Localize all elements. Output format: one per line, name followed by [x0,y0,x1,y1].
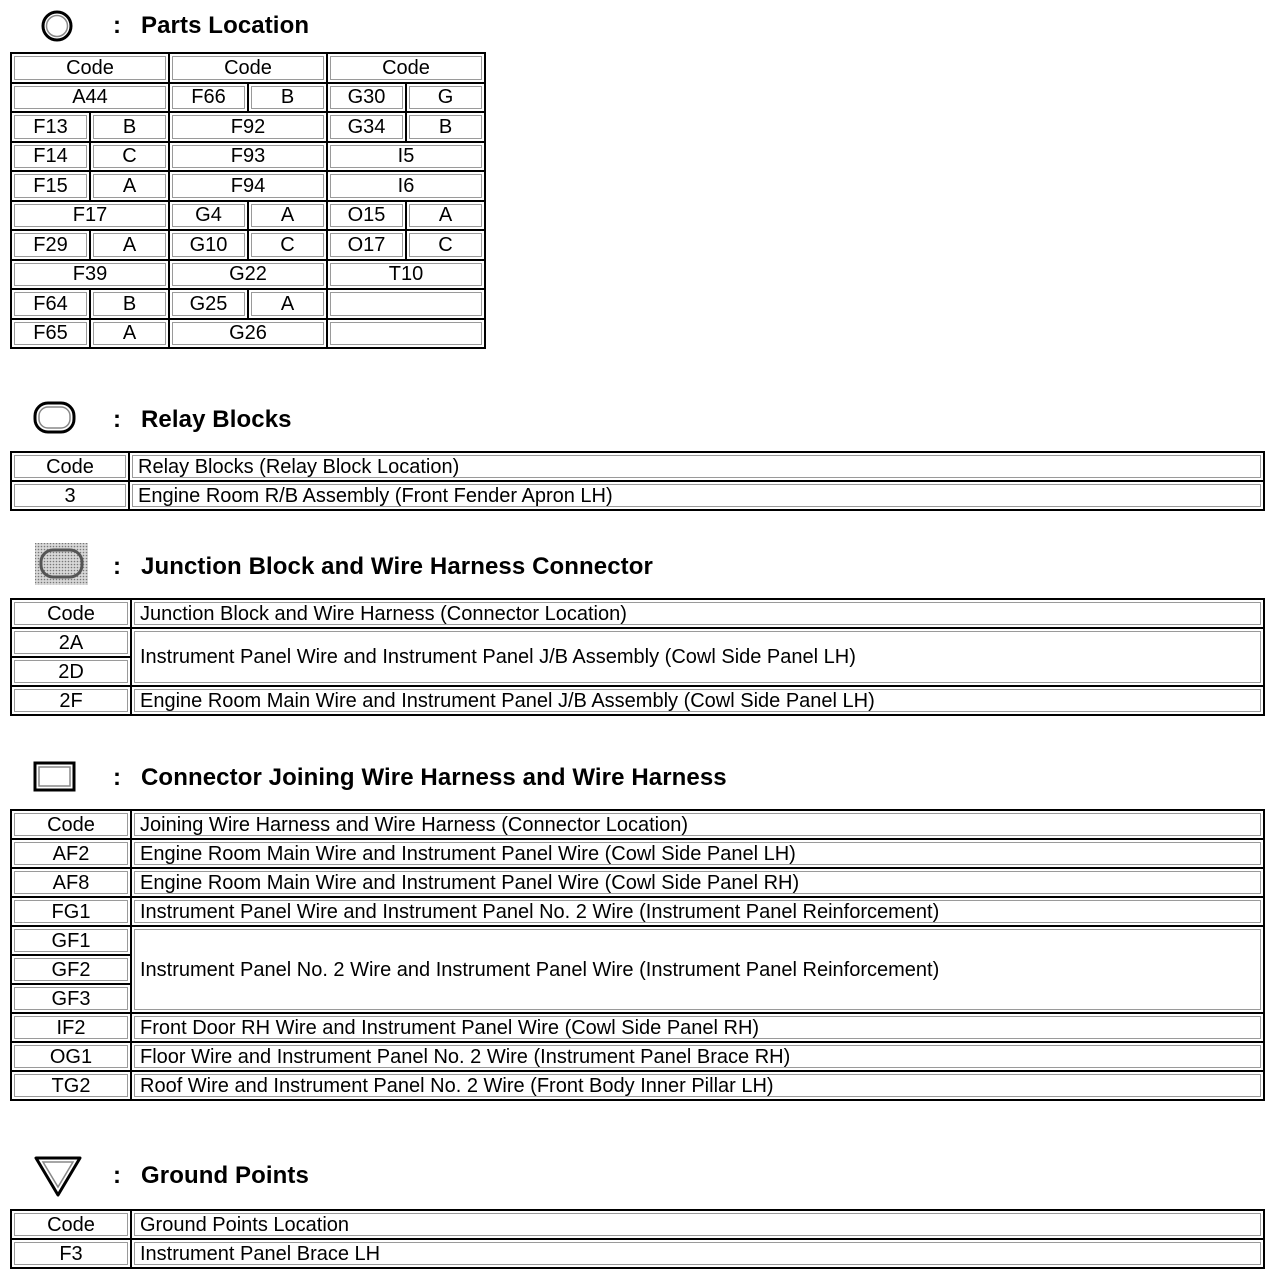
connector-description: Floor Wire and Instrument Panel No. 2 Wire (Instrument Panel Brace RH) [131,1042,1264,1071]
part-code: O17 [327,230,406,260]
table-row [11,230,485,260]
connector-code: GF1 [11,926,131,955]
part-location: B [90,289,169,319]
junction-description: Instrument Panel Wire and Instrument Panel J/B Assembly (Cowl Side Panel LH) [131,628,1264,686]
table-row [11,1042,1264,1071]
table-row [11,112,485,142]
connector-code: FG1 [11,897,131,926]
table-row [11,260,485,290]
empty-cell [327,289,485,319]
junction-description: Engine Room Main Wire and Instrument Panel J/B Assembly (Cowl Side Panel LH) [131,686,1264,715]
table-row [11,839,1264,868]
connector-code: AF8 [11,868,131,897]
part-code: I5 [327,142,485,172]
header-description: Ground Points Location [131,1210,1264,1239]
part-location: B [90,112,169,142]
connector-description: Roof Wire and Instrument Panel No. 2 Wire (Front Body Inner Pillar LH) [131,1071,1264,1100]
part-location: A [248,289,327,319]
connector-description: Instrument Panel Wire and Instrument Panel No. 2 Wire (Instrument Panel Reinforcement) [131,897,1264,926]
part-code: G25 [169,289,248,319]
junction-block-heading [0,546,1280,582]
header-code: Code [11,599,131,628]
table-row [11,1239,1264,1268]
table-header-row [11,53,485,83]
table-row [11,83,485,113]
relay-description: Engine Room R/B Assembly (Front Fender Apron LH) [129,481,1264,510]
connector-description: Front Door RH Wire and Instrument Panel Wire (Cowl Side Panel RH) [131,1013,1264,1042]
table-row [11,481,1264,510]
part-code: F14 [11,142,90,172]
heading-colon: : [113,553,121,580]
header-code: Code [11,810,131,839]
table-row [11,926,1264,955]
table-header-row [11,599,1264,628]
table-row [11,868,1264,897]
connector-description: Engine Room Main Wire and Instrument Panel Wire (Cowl Side Panel LH) [131,839,1264,868]
part-code: F93 [169,142,327,172]
connector-description: Instrument Panel No. 2 Wire and Instrument Panel Wire (Instrument Panel Reinforcement) [131,926,1264,1013]
table-row [11,201,485,231]
ground-points-table [10,1209,1265,1269]
part-location: B [248,83,327,113]
table-row [11,1071,1264,1100]
part-code: G30 [327,83,406,113]
table-header-row [11,1210,1264,1239]
header-code: Code [11,53,169,83]
header-code: Code [169,53,327,83]
relay-blocks-heading [0,400,1280,436]
connector-code: TG2 [11,1071,131,1100]
part-code: G4 [169,201,248,231]
part-location: A [90,319,169,349]
heading-colon: : [113,406,121,433]
triangle-icon [32,1155,84,1199]
part-code: F64 [11,289,90,319]
connector-code: OG1 [11,1042,131,1071]
part-code: G34 [327,112,406,142]
part-code: A44 [11,83,169,113]
table-row [11,897,1264,926]
heading-colon: : [113,12,121,39]
section-title: Junction Block and Wire Harness Connector [141,553,653,580]
section-title: Parts Location [141,12,310,39]
parts-location-table [10,52,486,349]
connector-code: AF2 [11,839,131,868]
rectangle-icon [32,760,78,796]
junction-code: 2D [11,657,131,686]
part-code: G26 [169,319,327,349]
section-title: Connector Joining Wire Harness and Wire Harness [141,764,727,791]
table-row [11,171,485,201]
connector-code: GF2 [11,955,131,984]
header-description: Relay Blocks (Relay Block Location) [129,452,1264,481]
table-row [11,628,1264,657]
part-location: A [406,201,485,231]
junction-block-table [10,598,1265,716]
part-location: C [90,142,169,172]
table-row [11,289,485,319]
part-code: F65 [11,319,90,349]
ground-code: F3 [11,1239,131,1268]
rounded-rect-icon [32,400,78,436]
part-code: I6 [327,171,485,201]
part-code: F17 [11,201,169,231]
ground-description: Instrument Panel Brace LH [131,1239,1264,1268]
header-code: Code [11,1210,131,1239]
connector-code: IF2 [11,1013,131,1042]
connector-description: Engine Room Main Wire and Instrument Panel Wire (Cowl Side Panel RH) [131,868,1264,897]
table-header-row [11,810,1264,839]
connector-code: GF3 [11,984,131,1013]
table-row [11,686,1264,715]
junction-code: 2A [11,628,131,657]
parts-location-heading [0,8,1280,44]
relay-code: 3 [11,481,129,510]
part-location: G [406,83,485,113]
table-row [11,142,485,172]
part-code: F13 [11,112,90,142]
part-code: F39 [11,260,169,290]
connector-joining-heading [0,758,1280,794]
relay-blocks-table [10,451,1265,511]
header-description: Junction Block and Wire Harness (Connector Location) [131,599,1264,628]
part-location: A [248,201,327,231]
part-location: A [90,171,169,201]
part-code: F94 [169,171,327,201]
heading-colon: : [113,764,121,791]
table-header-row [11,452,1264,481]
part-code: T10 [327,260,485,290]
part-code: G22 [169,260,327,290]
heading-colon: : [113,1162,121,1189]
part-code: F29 [11,230,90,260]
table-row [11,1013,1264,1042]
circle-icon [37,8,77,44]
part-code: O15 [327,201,406,231]
part-code: G10 [169,230,248,260]
part-code: F92 [169,112,327,142]
part-code: F66 [169,83,248,113]
table-row [11,319,485,349]
part-code: F15 [11,171,90,201]
part-location: C [248,230,327,260]
section-title: Relay Blocks [141,406,292,433]
header-code: Code [11,452,129,481]
empty-cell [327,319,485,349]
header-description: Joining Wire Harness and Wire Harness (Connector Location) [131,810,1264,839]
ground-points-heading [0,1155,1280,1191]
part-location: A [90,230,169,260]
junction-code: 2F [11,686,131,715]
connector-joining-table [10,809,1265,1101]
shaded-rounded-rect-icon [34,542,90,586]
part-location: B [406,112,485,142]
part-location: C [406,230,485,260]
header-code: Code [327,53,485,83]
section-title: Ground Points [141,1162,309,1189]
